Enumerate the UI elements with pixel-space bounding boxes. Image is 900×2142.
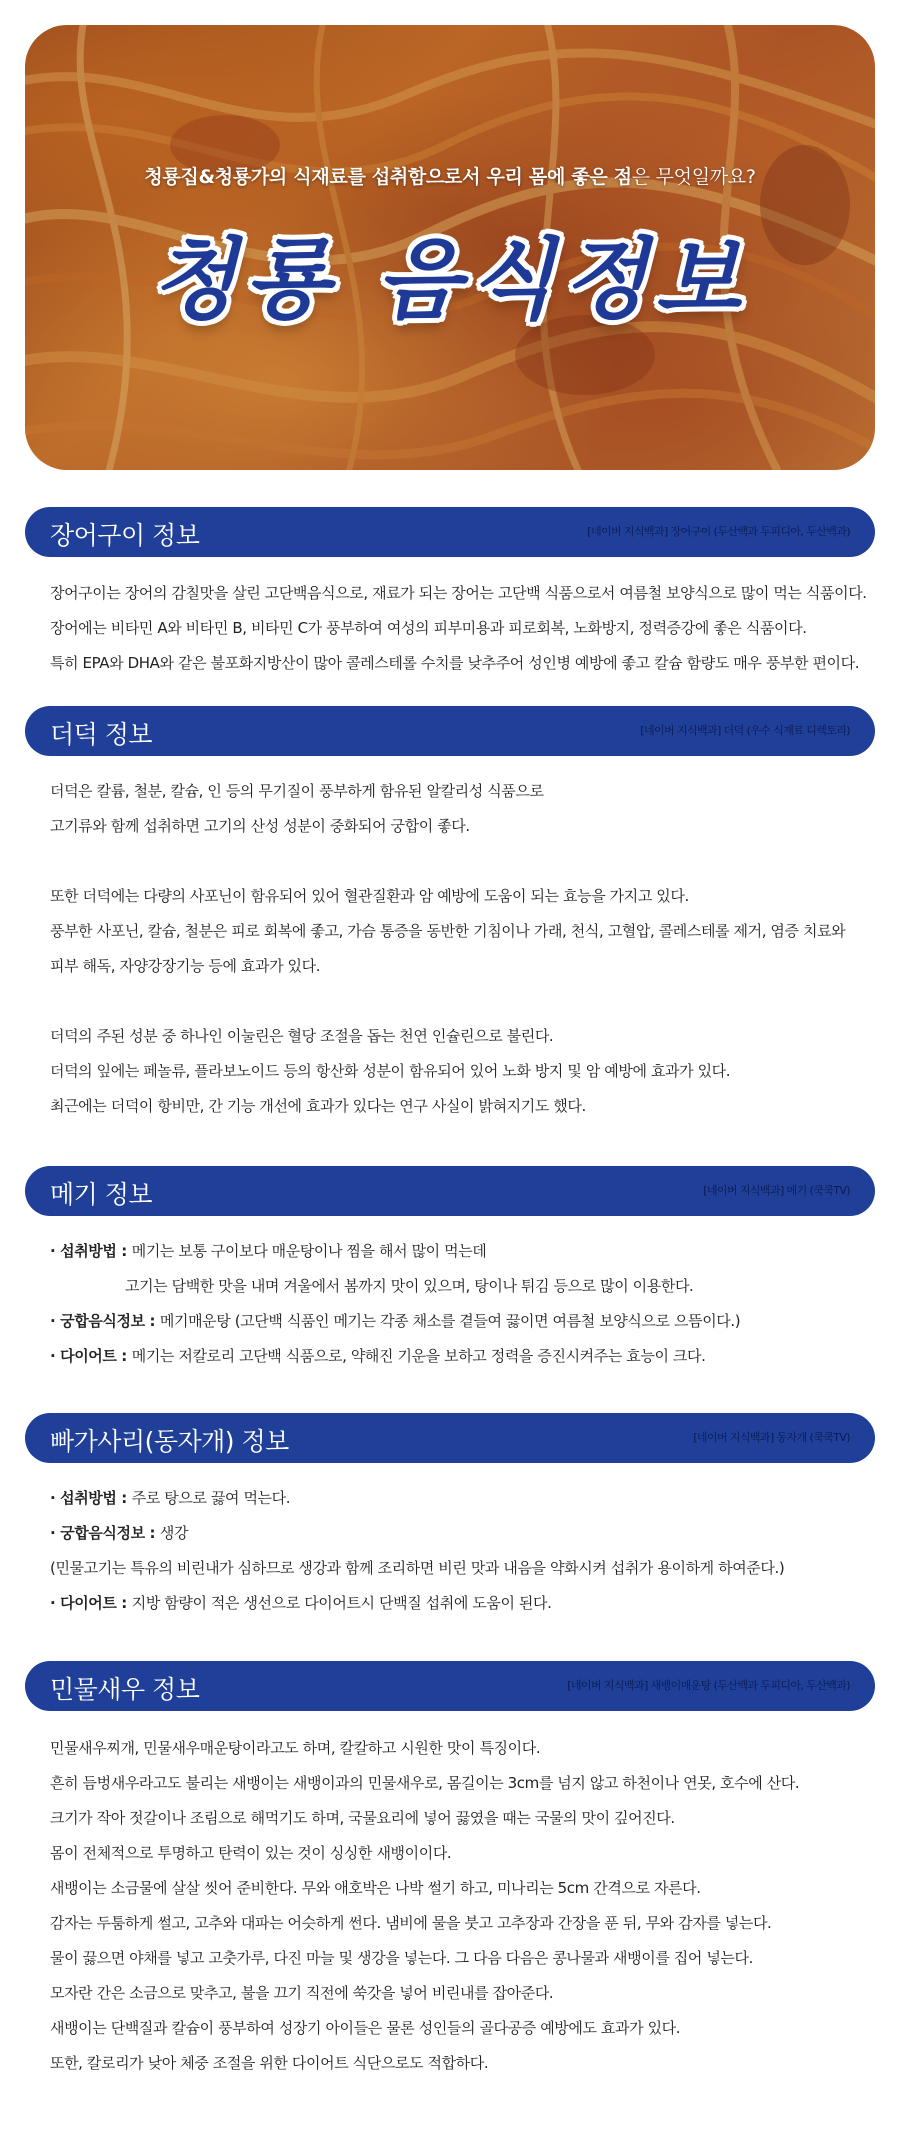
body-item <box>50 1304 870 1339</box>
item-label: · 섭취방법 : <box>50 1242 132 1260</box>
section-title: 메기 정보 <box>50 1180 153 1209</box>
body-line: 피부 해독, 자양강장기능 등에 효과가 있다. <box>50 957 321 975</box>
item-label: · 섭취방법 : <box>50 1489 132 1507</box>
body-line: 모자란 간은 소금으로 맞추고, 불을 끄기 직전에 쑥갓을 넣어 비린내를 잡아준다. <box>50 1984 554 2002</box>
hero-banner <box>25 25 875 470</box>
body-line: 장어구이는 장어의 감칠맛을 살린 고단백음식으로, 재료가 되는 장어는 고단백 식품으로서 여름철 보양식으로 많이 먹는 식품이다. <box>50 584 867 602</box>
section-body-bagasari <box>50 1481 870 1621</box>
section-title: 빠가사리(동자개) 정보 <box>50 1427 289 1456</box>
section-title: 민물새우 정보 <box>50 1675 200 1704</box>
body-line: 또한, 칼로리가 낮아 체중 조절을 위한 다이어트 식단으로도 적합하다. <box>50 2054 489 2072</box>
item-text: (민물고기는 특유의 비린내가 심하므로 생강과 함께 조리하면 비린 맛과 내음을 약화시켜 섭취가 용이하게 하여준다.) <box>50 1559 785 1577</box>
body-line: 장어에는 비타민 A와 비타민 B, 비타민 C가 풍부하여 여성의 피부미용과 피로회복, 노화방지, 정력증강에 좋은 식품이다. <box>50 619 807 637</box>
section-source: [네이버 지식백과] 동자개 (쿡쿡TV) <box>693 1431 850 1444</box>
item-text: 메기매운탕 (고단백 식품인 메기는 각종 채소를 곁들여 끓이면 여름철 보양식으로 으뜸이다.) <box>159 1312 741 1330</box>
item-label: · 궁합음식정보 : <box>50 1312 160 1330</box>
body-item <box>50 1269 870 1304</box>
body-line: 감자는 두툼하게 썰고, 고추와 대파는 어슷하게 썬다. 냄비에 물을 붓고 고추장과 간장을 푼 뒤, 무와 감자를 넣는다. <box>50 1914 772 1932</box>
item-label: · 다이어트 : <box>50 1347 132 1365</box>
section-header-eel <box>25 507 875 557</box>
body-item <box>50 1234 870 1269</box>
body-line: 최근에는 더덕이 항비만, 간 기능 개선에 효과가 있다는 연구 사실이 밝혀지기도 했다. <box>50 1097 586 1115</box>
body-line: 더덕의 잎에는 페놀류, 플라보노이드 등의 항산화 성분이 함유되어 있어 노화 방지 및 암 예방에 효과가 있다. <box>50 1062 731 1080</box>
body-line: 풍부한 사포닌, 칼슘, 철분은 피로 회복에 좋고, 가슴 통증을 동반한 기침이나 가래, 천식, 고혈압, 콜레스테롤 제거, 염증 치료와 <box>50 922 846 940</box>
item-label: · 궁합음식정보 : <box>50 1524 160 1542</box>
hero-subtitle-tail: 은 무엇일까요? <box>631 166 756 188</box>
section-body-deodeok <box>50 774 870 1124</box>
hero-subtitle-emphasis: 청룡집&청룡가의 식재료를 섭취함으로서 우리 몸에 좋은 점 <box>144 166 632 188</box>
section-header-freshwater-shrimp <box>25 1661 875 1711</box>
body-line: 물이 끓으면 야채를 넣고 고춧가루, 다진 마늘 및 생강을 넣는다. 그 다음 다음은 콩나물과 새뱅이를 집어 넣는다. <box>50 1949 753 1967</box>
body-item <box>50 1339 870 1374</box>
section-source: [네이버 지식백과] 더덕 (우수 식재료 디렉토리) <box>640 724 850 737</box>
section-header-catfish <box>25 1166 875 1216</box>
body-line: 더덕은 칼륨, 철분, 칼슘, 인 등의 무기질이 풍부하게 함유된 알칼리성 식품으로 <box>50 782 544 800</box>
body-item <box>50 1481 870 1516</box>
body-line: 더덕의 주된 성분 중 하나인 이눌린은 혈당 조절을 돕는 천연 인슐린으로 불린다. <box>50 1027 554 1045</box>
section-body-freshwater-shrimp <box>50 1731 870 2081</box>
item-text: 메기는 저칼로리 고단백 식품으로, 약해진 기운을 보하고 정력을 증진시켜주는 효능이 크다. <box>131 1347 706 1365</box>
body-line: 특히 EPA와 DHA와 같은 불포화지방산이 많아 콜레스테롤 수치를 낮추주어 성인병 예방에 좋고 칼슘 함량도 매우 풍부한 편이다. <box>50 654 860 672</box>
section-title: 장어구이 정보 <box>50 521 200 550</box>
body-line: 새뱅이는 소금물에 살살 씻어 준비한다. 무와 애호박은 나박 썰기 하고, 미나리는 5cm 간격으로 자른다. <box>50 1879 701 1897</box>
section-body-catfish <box>50 1234 870 1374</box>
item-text: 지방 함량이 적은 생선으로 다이어트시 단백질 섭취에 도움이 된다. <box>131 1594 552 1612</box>
body-line: 흔히 듬벙새우라고도 불리는 새뱅이는 새뱅이과의 민물새우로, 몸길이는 3cm를 넘지 않고 하천이나 연못, 호수에 산다. <box>50 1774 800 1792</box>
item-text: 생강 <box>159 1524 189 1542</box>
section-source: [네이버 지식백과] 새뱅이매운탕 (두산백과 두피디아, 두산백과) <box>567 1679 850 1692</box>
body-item <box>50 1551 870 1586</box>
section-source: [네이버 지식백과] 장어구이 (두산백과 두피디아, 두산백과) <box>587 525 850 538</box>
body-line: 민물새우찌개, 민물새우매운탕이라고도 하며, 칼칼하고 시원한 맛이 특징이다. <box>50 1739 541 1757</box>
section-header-deodeok <box>25 706 875 756</box>
body-line: 새뱅이는 단백질과 칼슘이 풍부하여 성장기 아이들은 물론 성인들의 골다공증 예방에도 효과가 있다. <box>50 2019 681 2037</box>
item-text: 메기는 보통 구이보다 매운탕이나 찜을 해서 많이 먹는데 <box>131 1242 487 1260</box>
section-body-eel <box>50 576 870 681</box>
hero-title: 청룡 음식정보 <box>151 228 749 331</box>
item-text: 고기는 담백한 맛을 내며 겨울에서 봄까지 맛이 있으며, 탕이나 튀김 등으로 많이 이용한다. <box>125 1277 694 1295</box>
body-line: 또한 더덕에는 다량의 사포닌이 함유되어 있어 혈관질환과 암 예방에 도움이 되는 효능을 가지고 있다. <box>50 887 689 905</box>
section-header-bagasari <box>25 1413 875 1463</box>
blank-line <box>50 984 870 1019</box>
item-label: · 다이어트 : <box>50 1594 132 1612</box>
hero-subtitle <box>25 162 875 189</box>
body-line: 몸이 전체적으로 투명하고 탄력이 있는 것이 싱싱한 새뱅이이다. <box>50 1844 452 1862</box>
body-line: 고기류와 함께 섭취하면 고기의 산성 성분이 중화되어 궁합이 좋다. <box>50 817 470 835</box>
blank-line <box>50 844 870 879</box>
section-title: 더덕 정보 <box>50 720 153 749</box>
body-item <box>50 1586 870 1621</box>
body-line: 크기가 작아 젓갈이나 조림으로 해먹기도 하며, 국물요리에 넣어 끓였을 때는 국물의 맛이 깊어진다. <box>50 1809 675 1827</box>
body-item <box>50 1516 870 1551</box>
item-text: 주로 탕으로 끓여 먹는다. <box>131 1489 291 1507</box>
section-source: [네이버 지식백과] 메기 (쿡쿡TV) <box>703 1184 850 1197</box>
